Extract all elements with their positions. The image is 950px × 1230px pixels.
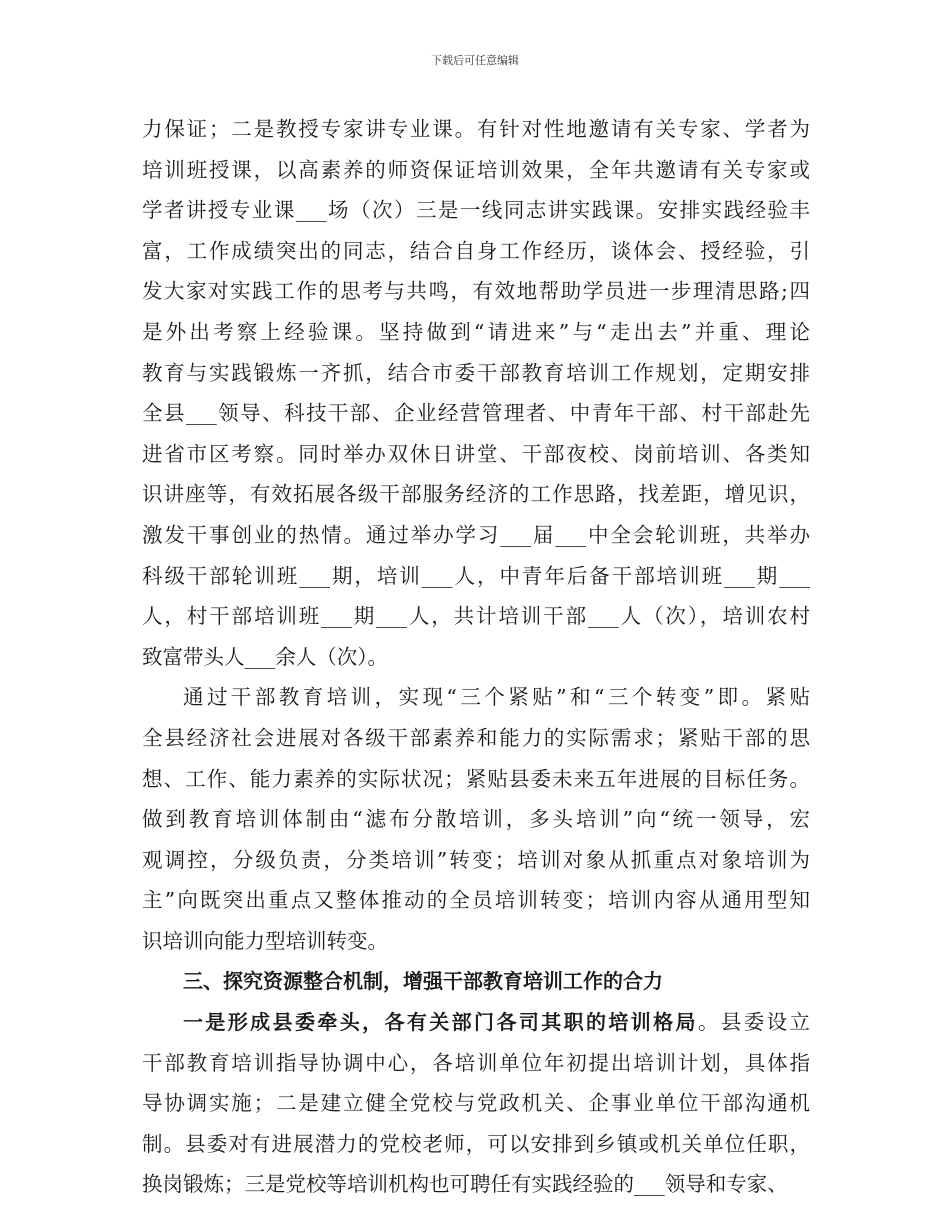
text-line: 全县经济社会进展对各级干部素养和能力的实际需求；紧贴干部的思 — [142, 725, 810, 750]
text-line — [142, 1002, 810, 1043]
text-line: 进省市区考察。同时举办双休日讲堂、干部夜校、岗前培训、各类知 — [142, 441, 810, 466]
text-line: 导协调实施；二是建立健全党校与党政机关、企事业单位干部沟通机 — [142, 1091, 810, 1116]
document-body — [142, 109, 810, 1205]
text-line: 想、工作、能力素养的实际状况；紧贴县委未来五年进展的目标任务。 — [142, 766, 810, 791]
bold-lead: 一是形成县委牵头，各有关部门各司其职的培训格局 — [183, 1010, 698, 1035]
text-line: 是外出考察上经验课。坚持做到“请进来”与“走出去”并重、理论 — [142, 319, 810, 344]
text-line: 富，工作成绩突出的同志，结合自身工作经历，谈体会、授经验，引 — [142, 238, 810, 263]
text-line: 学者讲授专业课___场（次）三是一线同志讲实践课。安排实践经验丰 — [142, 198, 810, 223]
text-line: 识讲座等，有效拓展各级干部服务经济的工作思路，找差距，增见识， — [142, 482, 810, 507]
text-line: 培训班授课，以高素养的师资保证培训效果，全年共邀请有关专家或 — [142, 157, 810, 182]
text-line: 制。县委对有进展潜力的党校老师，可以安排到乡镇或机关单位任职， — [142, 1131, 810, 1156]
text-line: 通过干部教育培训，实现“三个紧贴”和“三个转变”即。紧贴 — [183, 685, 810, 710]
text-line: 激发干事创业的热情。通过举办学习___届___中全会轮训班，共举办 — [142, 522, 810, 547]
page-header-note: 下载后可任意编辑 — [431, 54, 519, 67]
section-heading: 三、探究资源整合机制，增强干部教育培训工作的合力 — [183, 969, 663, 994]
text-line: 换岗锻炼；三是党校等培训机构也可聘任有实践经验的___领导和专家、 — [142, 1172, 788, 1197]
text-run: 。县委设立 — [697, 1010, 811, 1035]
text-line: 人，村干部培训班___期___人，共计培训干部___人（次），培训农村 — [142, 604, 810, 629]
text-line: 识培训向能力型培训转变。 — [142, 928, 388, 953]
text-line: 全县___领导、科技干部、企业经营管理者、中青年干部、村干部赴先 — [142, 401, 810, 426]
text-line: 干部教育培训指导协调中心，各培训单位年初提出培训计划，具体指 — [142, 1050, 810, 1075]
text-line: 力保证；二是教授专家讲专业课。有针对性地邀请有关专家、学者为 — [142, 117, 810, 141]
text-line: 致富带头人___余人（次）。 — [142, 644, 388, 669]
text-line: 教育与实践锻炼一齐抓，结合市委干部教育培训工作规划，定期安排 — [142, 360, 810, 385]
text-line: 做到教育培训体制由“滤布分散培训，多头培训”向“统一领导，宏 — [142, 807, 810, 832]
text-line: 发大家对实践工作的思考与共鸣，有效地帮助学员进一步理清思路;四 — [142, 279, 810, 304]
text-line: 观调控，分级负责，分类培训”转变；培训对象从抓重点对象培训为 — [142, 847, 810, 872]
text-line: 科级干部轮训班___期，培训___人，中青年后备干部培训班___期___ — [142, 563, 810, 588]
text-line: 主”向既突出重点又整体推动的全员培训转变；培训内容从通用型知 — [142, 888, 810, 913]
